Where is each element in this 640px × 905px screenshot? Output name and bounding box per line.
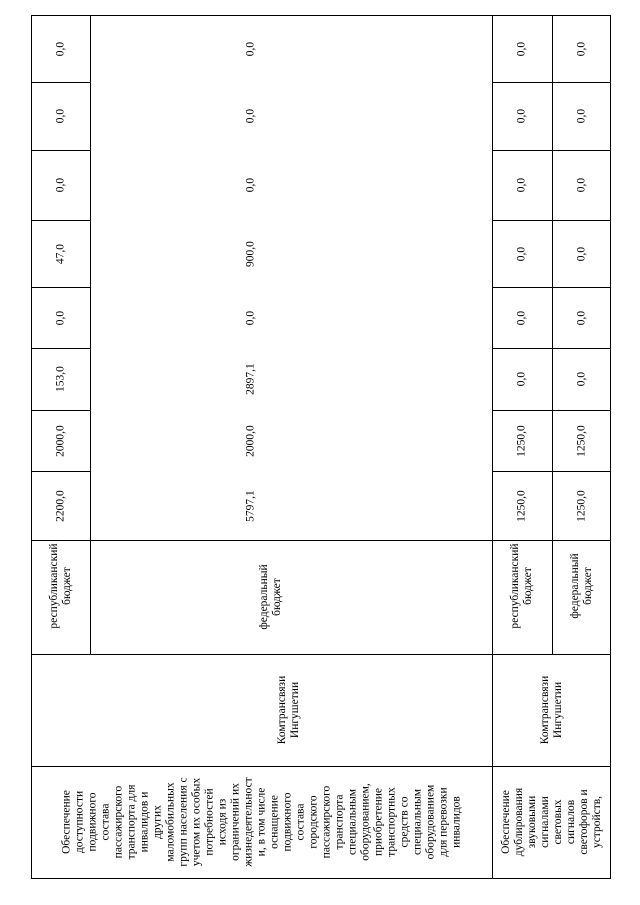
row2-federal-value: 0,0 bbox=[575, 108, 587, 124]
row1-description-cell bbox=[31, 766, 492, 878]
row1-republican-value: 0,0 bbox=[54, 310, 66, 325]
row2-republican-value: 0,0 bbox=[515, 246, 528, 261]
row1-republican-value: 47,0 bbox=[54, 243, 66, 264]
table-border-bottom bbox=[31, 878, 611, 879]
row1-federal-value: 0,0 bbox=[244, 310, 257, 325]
row1-budget2-source-cell bbox=[90, 540, 492, 654]
text-line: сигналами bbox=[538, 796, 551, 848]
row2-federal-value-cell bbox=[552, 150, 611, 220]
row1-federal-value: 5797,1 bbox=[244, 489, 257, 522]
row2-federal-value-cell bbox=[552, 220, 611, 287]
row1-federal-value-cell bbox=[90, 348, 492, 410]
text-line: звуковыми bbox=[525, 795, 538, 849]
row2-federal-value-cell bbox=[552, 410, 611, 471]
row2-budget2-source bbox=[569, 553, 595, 618]
row1-republican-value-cell bbox=[31, 82, 90, 150]
row1-republican-value: 2200,0 bbox=[54, 489, 66, 522]
text-line: специальным bbox=[411, 788, 423, 856]
text-line: пассажирского bbox=[112, 785, 124, 859]
row2-republican-value-cell bbox=[492, 150, 552, 220]
row1-budget1-source bbox=[48, 543, 74, 628]
text-line: бюджет bbox=[60, 566, 73, 605]
row1-federal-value: 0,0 bbox=[244, 41, 257, 56]
row1-federal-value-cell bbox=[90, 82, 492, 150]
text-line: городского bbox=[307, 795, 319, 849]
text-line: исходя из bbox=[216, 798, 228, 846]
text-line: Комтрансвязи bbox=[538, 675, 551, 745]
text-line: Обеспечение bbox=[499, 790, 512, 854]
row1-federal-value: 2897,1 bbox=[244, 363, 257, 395]
row2-republican-value-cell bbox=[492, 82, 552, 150]
row1-republican-value-cell bbox=[31, 410, 90, 471]
text-line: республиканский bbox=[509, 543, 521, 629]
row2-executor-cell bbox=[492, 654, 611, 766]
row2-executor bbox=[539, 676, 565, 744]
row1-republican-value-cell bbox=[31, 348, 90, 410]
row1-republican-value-cell bbox=[31, 220, 90, 287]
row1-federal-value-cell bbox=[90, 150, 492, 220]
row1-republican-value: 2000,0 bbox=[54, 424, 66, 457]
text-line: для перевозки bbox=[437, 787, 449, 857]
text-line: светофоров и bbox=[577, 789, 590, 855]
text-line: приобретение bbox=[372, 787, 384, 857]
row1-republican-value-cell bbox=[31, 471, 90, 540]
text-line: состава bbox=[294, 803, 306, 841]
text-line: жизнедеятельност bbox=[242, 777, 254, 867]
row2-republican-value: 0,0 bbox=[515, 310, 528, 325]
text-line: световых bbox=[551, 799, 564, 845]
text-line: пассажирского bbox=[320, 785, 332, 859]
row2-federal-value-cell bbox=[552, 15, 611, 82]
row2-republican-value-cell bbox=[492, 471, 552, 540]
row2-federal-value: 0,0 bbox=[575, 371, 587, 387]
row2-budget1-source-cell bbox=[492, 540, 552, 654]
text-line: доступности bbox=[73, 790, 85, 854]
row1-federal-value: 0,0 bbox=[244, 177, 257, 193]
row2-federal-value-cell bbox=[552, 471, 611, 540]
row1-federal-value-cell bbox=[90, 471, 492, 540]
row1-federal-value-cell bbox=[90, 220, 492, 287]
text-line: групп населения с bbox=[177, 777, 189, 867]
text-line: оборудованием, bbox=[359, 783, 371, 861]
row1-description bbox=[60, 777, 463, 866]
text-line: бюджет bbox=[270, 578, 283, 616]
text-line: средств со bbox=[398, 796, 410, 848]
row2-republican-value-cell bbox=[492, 15, 552, 82]
row2-republican-value: 0,0 bbox=[515, 108, 528, 124]
row1-federal-value-cell bbox=[90, 287, 492, 348]
row1-federal-value: 900,0 bbox=[244, 240, 257, 267]
row2-republican-value-cell bbox=[492, 410, 552, 471]
text-line: Обеспечение bbox=[60, 790, 72, 854]
row1-budget2-source bbox=[258, 564, 284, 629]
row1-republican-value-cell bbox=[31, 15, 90, 82]
text-line: специальным bbox=[346, 788, 358, 856]
row1-executor bbox=[276, 676, 302, 744]
row2-description bbox=[500, 788, 604, 856]
row1-republican-value: 0,0 bbox=[54, 177, 66, 193]
row2-description-cell bbox=[492, 766, 611, 878]
row2-republican-value: 0,0 bbox=[515, 371, 528, 387]
row2-budget1-source bbox=[509, 543, 535, 628]
row1-republican-value-cell bbox=[31, 150, 90, 220]
row2-republican-value-cell bbox=[492, 287, 552, 348]
text-line: дублирования bbox=[512, 787, 525, 857]
row1-budget1-source-cell bbox=[31, 540, 90, 654]
row2-federal-value: 1250,0 bbox=[575, 489, 587, 522]
text-line: устройств, bbox=[590, 795, 603, 849]
row2-federal-value: 0,0 bbox=[575, 177, 587, 193]
row2-republican-value: 1250,0 bbox=[515, 489, 528, 522]
row2-republican-value-cell bbox=[492, 220, 552, 287]
row2-republican-value: 1250,0 bbox=[515, 424, 528, 457]
row2-federal-value: 0,0 bbox=[575, 310, 587, 325]
text-line: других bbox=[151, 805, 163, 839]
text-line: Ингушетии bbox=[551, 681, 564, 739]
text-line: и, в том числе bbox=[255, 787, 267, 857]
row2-federal-value-cell bbox=[552, 348, 611, 410]
text-line: маломобильных bbox=[164, 782, 176, 862]
text-line: сигналов bbox=[564, 799, 577, 845]
text-line: Комтрансвязи bbox=[276, 675, 289, 745]
row1-federal-value-cell bbox=[90, 15, 492, 82]
text-line: бюджет bbox=[581, 566, 594, 605]
row1-federal-value: 0,0 bbox=[244, 108, 257, 124]
text-line: республиканский bbox=[47, 543, 60, 629]
text-line: транспорта для bbox=[125, 784, 137, 860]
text-line: ограничений их bbox=[229, 783, 241, 861]
text-line: подвижного bbox=[86, 792, 98, 852]
text-line: федеральный bbox=[568, 552, 581, 619]
text-line: подвижного bbox=[281, 792, 293, 852]
row2-republican-value: 0,0 bbox=[515, 41, 528, 56]
row1-republican-value: 153,0 bbox=[54, 366, 66, 392]
row1-republican-value: 0,0 bbox=[54, 41, 66, 56]
row2-republican-value: 0,0 bbox=[515, 177, 528, 193]
text-line: федеральный bbox=[257, 564, 270, 630]
row2-federal-value: 0,0 bbox=[575, 246, 587, 261]
text-line: потребностей bbox=[203, 788, 215, 856]
text-line: оснащение bbox=[268, 795, 280, 849]
row1-executor-cell bbox=[31, 654, 492, 766]
text-line: транспорта bbox=[333, 794, 345, 850]
row2-federal-value-cell bbox=[552, 82, 611, 150]
text-line: состава bbox=[99, 803, 111, 841]
text-line: оборудованием bbox=[424, 784, 436, 860]
row2-federal-value-cell bbox=[552, 287, 611, 348]
row1-republican-value: 0,0 bbox=[54, 108, 66, 124]
row1-republican-value-cell bbox=[31, 287, 90, 348]
row1-federal-value: 2000,0 bbox=[244, 424, 257, 457]
row1-federal-value-cell bbox=[90, 410, 492, 471]
row2-budget2-source-cell bbox=[552, 540, 611, 654]
text-line: инвалидов bbox=[450, 796, 462, 848]
row2-federal-value: 1250,0 bbox=[575, 424, 587, 457]
text-line: бюджет bbox=[522, 566, 534, 605]
text-line: Ингушетии bbox=[289, 681, 302, 739]
text-line: учетом их особых bbox=[190, 777, 202, 867]
row2-republican-value-cell bbox=[492, 348, 552, 410]
text-line: инвалидов и bbox=[138, 791, 150, 853]
text-line: транспортных bbox=[385, 787, 397, 857]
row2-federal-value: 0,0 bbox=[575, 41, 587, 56]
